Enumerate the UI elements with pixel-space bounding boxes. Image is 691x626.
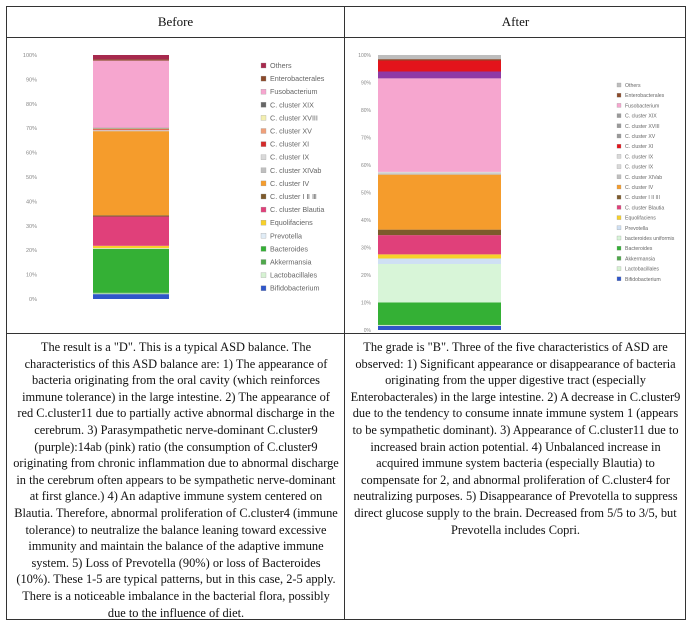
bar-segment-enterobacterales [93,59,169,60]
bar-segment-others [378,55,501,59]
legend-label-bacteroides: Bacteroides [270,244,308,254]
legend-label-bacteroides: Bacteroides [625,246,653,253]
legend-swatch [617,256,621,260]
legend-swatch [261,194,266,199]
legend-label-c-cluster-xix: C. cluster XIX [270,100,314,110]
legend-swatch [617,226,621,230]
bar-segment-enterobacterales [378,59,501,60]
legend-swatch [617,103,621,107]
row-divider [7,333,685,334]
legend-label-c-cluster-xi: C. cluster XI [625,144,654,151]
legend-label-c-cluster-ix: C. cluster IX [625,154,654,161]
legend-label-enterobacterales: Enterobacterales [270,74,325,84]
y-tick-label: 100% [358,53,371,59]
y-tick-label: 40% [360,218,371,224]
y-tick-label: 90% [360,80,371,87]
y-tick-label: 20% [360,273,371,279]
bar-segment-bacteroides-uniformis [378,264,501,303]
before-chart-panel [7,38,344,332]
bar-segment-c-cluster-ix [378,72,501,79]
legend-swatch [617,144,621,148]
legend-label-c-cluster-xix: C. cluster XIX [625,113,657,120]
legend-swatch [261,63,266,68]
y-tick-label: 100% [22,53,37,59]
legend-swatch [617,205,621,209]
after-stacked-bar-chart [345,38,686,332]
bar-segment-bacteroides [378,303,501,325]
legend-label-enterobacterales: Enterobacterales [625,93,665,100]
y-tick-label: 70% [360,135,371,142]
legend-swatch [261,220,266,225]
y-tick-label: 80% [360,108,371,114]
bar-segment-c-cluster [93,215,169,216]
bar-segment-c-cluster-iv [93,131,169,215]
legend-label-c-cluster-iv: C. cluster IV [625,185,654,191]
bar-segment-lactobacillales [93,293,169,294]
before-description: The result is a "D". This is a typical ASD balance. The characteristics of this ASD balance are: 1) The appearance of bacteria originating from the oral cavity (which reinforces immune tolerance) in the large intestine. 2) The appearance of red C.cluster11 due to partially active abnormal discharge in the cerebrum. 3) Parasympathetic nerve-dominant C.cluster9 (purple):14ab (pink) ratio (the consumption of C.cluster9 originating from chronic inflammation due to abnormal discharge in the cerebrum often appears to be sympathetic nerve-dominant at first glance.) 4) An adaptive immune system centered on Blautia. Therefore, abnormal proliferation of C.cluster4 (immune tolerance) to neutralize the balance leaning toward excessive immunity and maintain the balance of the adaptive immune system. 5) Loss of Prevotella (90%) or loss of Bacteroides (10%). These 1-5 are typical patterns, but in this case, 2-5 apply. There is a noticeable imbalance in the bacterial flora, possibly due to the influence of diet. [13,340,339,620]
legend-label-c-cluster-i-ii-iii: C. cluster I II III [625,195,660,202]
legend-swatch [261,102,266,107]
y-tick-label: 40% [25,199,37,206]
legend-swatch [617,124,621,128]
bar-segment-prevotella [93,248,169,249]
legend-swatch [617,114,621,118]
y-tick-label: 20% [25,248,37,255]
legend-label-c-cluster-xviii: C. cluster XVIII [270,113,318,123]
legend-swatch [617,277,621,281]
legend-label-bifidobacterium: Bifidobacterium [270,283,320,293]
y-tick-label: 0% [363,328,371,332]
after-description: The grade is "B". Three of the five characteristics of ASD are observed: 1) Significant appearance or disappearance of bacteria originating from the upper digestive tract (especially Enterobacterales) in the large intestine. 2) A decrease in C.cluster9 due to the tendency to consume innate immune system 1 (appears to be sympathetic dominant). 3) Appearance of C.cluster11 due to increased brain action potential. 4) Unbalanced increase in acquired immune system bacteria (especially Blautia) to compensate for 2, and abnormal proliferation of C.cluster4 for neutralizing purposes. 5) Disappearance of Prevotella to suppress direct glucose supply to the brain. Decreased from 5/5 to 3/5, but Prevotella includes Copri. [350,340,681,537]
legend-label-akkermansia: Akkermansia [270,257,312,267]
y-tick-label: 70% [25,126,37,133]
legend-swatch [261,115,266,120]
y-tick-label: 30% [25,223,37,230]
legend-swatch [617,165,621,169]
y-tick-label: 60% [25,150,37,157]
bar-segment-prevotella [378,259,501,265]
legend-swatch [261,142,266,147]
legend-label-c-cluster-ix: C. cluster IX [270,152,310,162]
bar-segment-akkermansia [93,293,169,294]
legend-swatch [617,175,621,179]
y-tick-label: 80% [25,101,37,108]
legend-swatch [617,216,621,220]
legend-label-equolifaciens: Equolifaciens [270,218,313,228]
legend-label-lactobacillales: Lactobacillales [625,266,660,273]
legend-swatch [617,195,621,199]
legend-swatch [617,154,621,158]
y-tick-label: 10% [360,300,371,307]
legend-swatch [261,168,266,173]
legend-label-bacteroides-uniformis: bacteroides uniformis [625,236,675,242]
legend-label-c-cluster-ix: C. cluster IX [625,164,654,171]
legend-label-c-cluster-xv: C. cluster XV [270,126,312,136]
y-tick-label: 50% [360,190,371,197]
legend-swatch [261,89,266,94]
bar-segment-c-cluster-xi [378,61,501,72]
legend-swatch [617,83,621,87]
legend-swatch [261,260,266,265]
bar-segment-c-cluster-ix [378,172,501,173]
y-tick-label: 0% [29,297,37,303]
bar-segment-others [93,55,169,59]
after-header: After [501,14,530,29]
bar-segment-lactobacillales [378,325,501,326]
legend-swatch [617,267,621,271]
before-header: Before [157,14,194,29]
legend-label-akkermansia: Akkermansia [625,256,655,263]
bar-segment-equolifaciens [378,254,501,258]
bar-segment-c-cluster-blautia [378,235,501,254]
y-tick-label: 30% [360,245,371,252]
legend-swatch [261,181,266,186]
legend-swatch [261,76,266,81]
legend-label-c-cluster-xivab: C. cluster XIVab [625,174,663,181]
bar-segment-c-cluster-xviii [93,128,169,129]
bar-segment-c-cluster-xix [93,128,169,129]
legend-swatch [261,233,266,238]
after-chart-panel [345,38,686,332]
legend-label-others: Others [270,61,292,70]
bar-segment-akkermansia [378,325,501,326]
legend-swatch [261,273,266,278]
legend-label-c-cluster-blautia: C. cluster Blautia [625,205,665,212]
bar-segment-equolifaciens [93,246,169,248]
y-tick-label: 50% [25,175,37,181]
legend-label-prevotella: Prevotella [625,225,649,232]
bar-segment-bifidobacterium [378,326,501,330]
legend-swatch [617,246,621,250]
legend-swatch [617,134,621,138]
legend-label-equolifaciens: Equolifaciens [625,215,656,222]
legend-swatch [261,129,266,134]
bar-segment-c-cluster-iv [378,175,501,230]
legend-swatch [261,286,266,291]
legend-label-others: Others [625,83,641,89]
y-tick-label: 10% [25,272,37,279]
legend-label-bifidobacterium: Bifidobacterium [625,276,661,283]
bar-segment-bifidobacterium [93,294,169,299]
legend-swatch [261,246,266,251]
bar-segment-bacteroides [93,249,169,293]
bar-segment-c-cluster-ix [93,130,169,131]
y-tick-label: 90% [25,77,37,84]
before-stacked-bar-chart [7,38,344,332]
legend-swatch [261,207,266,212]
legend-label-c-cluster-iv: C. cluster IV [270,178,310,188]
bar-segment-fusobacterium [378,78,501,172]
legend-label-fusobacterium: Fusobacterium [625,103,660,110]
legend-swatch [617,93,621,97]
legend-label-c-cluster-xviii: C. cluster XVIII [625,123,660,130]
legend-label-fusobacterium: Fusobacterium [270,87,318,97]
bar-segment-c-cluster-blautia [93,217,169,246]
legend-label-prevotella: Prevotella [270,231,302,241]
bar-segment-fusobacterium [93,61,169,128]
legend-swatch [261,155,266,160]
legend-label-c-cluster-xv: C. cluster XV [625,134,656,140]
y-tick-label: 60% [360,163,371,169]
legend-label-lactobacillales: Lactobacillales [270,270,318,280]
legend-swatch [617,185,621,189]
bar-segment-c-cluster-i-ii-iii [378,230,501,236]
legend-label-c-cluster: C. cluster Ⅰ Ⅱ Ⅲ [270,192,317,201]
legend-label-c-cluster-blautia: C. cluster Blautia [270,205,325,215]
legend-label-c-cluster-xivab: C. cluster XIVab [270,165,322,175]
legend-label-c-cluster-xi: C. cluster XI [270,139,310,149]
legend-swatch [617,236,621,240]
comparison-table [6,6,686,620]
bar-segment-c-cluster-xivab [378,173,501,174]
